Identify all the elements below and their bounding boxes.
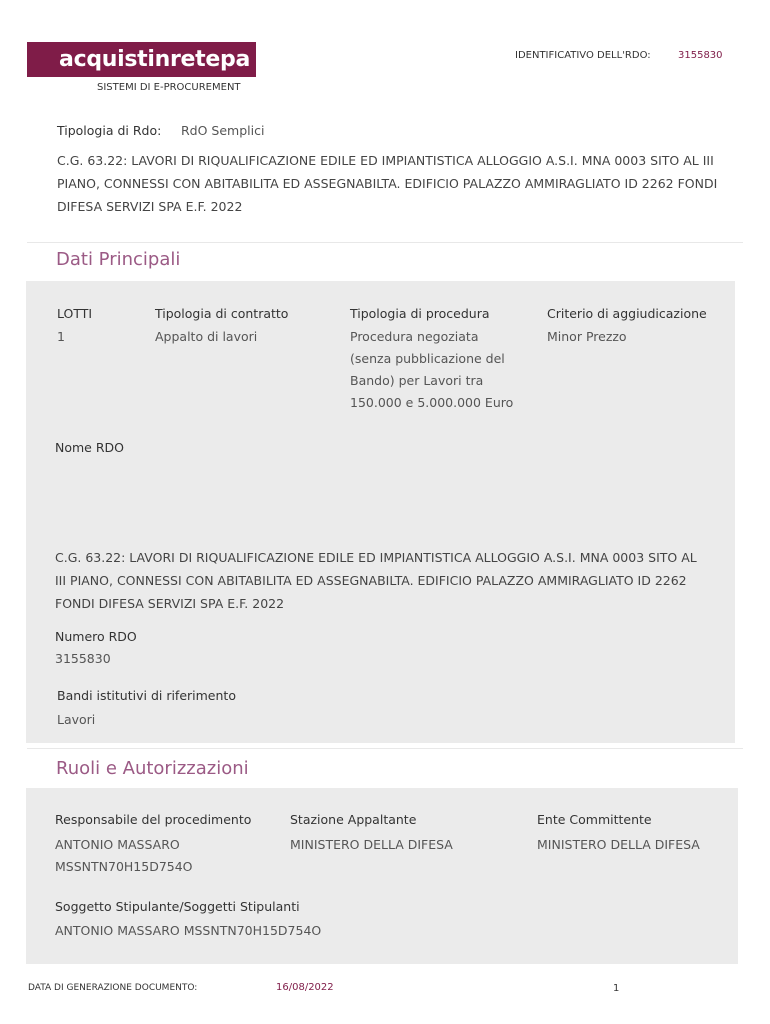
bandi-value: Lavori bbox=[57, 712, 96, 727]
responsabile-cf: MSSNTN70H15D754O bbox=[55, 859, 193, 874]
contratto-value: Appalto di lavori bbox=[155, 329, 258, 344]
page-number: 1 bbox=[613, 983, 620, 994]
stazione-label: Stazione Appaltante bbox=[290, 812, 417, 827]
ente-label: Ente Committente bbox=[537, 812, 652, 827]
procedura-label: Tipologia di procedura bbox=[350, 306, 490, 321]
logo: acquistinretepa bbox=[27, 42, 256, 77]
lotti-value: 1 bbox=[57, 329, 65, 344]
soggetto-value: ANTONIO MASSARO MSSNTN70H15D754O bbox=[55, 923, 322, 938]
rdo-id-value: 3155830 bbox=[678, 50, 723, 61]
footer-date-label: DATA DI GENERAZIONE DOCUMENTO: bbox=[28, 983, 198, 993]
criterio-value: Minor Prezzo bbox=[547, 329, 627, 344]
divider bbox=[27, 242, 743, 243]
soggetto-label: Soggetto Stipulante/Soggetti Stipulanti bbox=[55, 899, 300, 914]
ente-value: MINISTERO DELLA DIFESA bbox=[537, 837, 700, 852]
contratto-label: Tipologia di contratto bbox=[155, 306, 289, 321]
bandi-label: Bandi istitutivi di riferimento bbox=[57, 688, 236, 703]
section-heading-dati: Dati Principali bbox=[56, 249, 181, 270]
numero-rdo-value: 3155830 bbox=[55, 651, 111, 666]
rdo-id-label: IDENTIFICATIVO DELL'RDO: bbox=[515, 50, 651, 61]
responsabile-label: Responsabile del procedimento bbox=[55, 812, 252, 827]
nome-rdo-label: Nome RDO bbox=[55, 440, 124, 455]
divider bbox=[27, 748, 743, 749]
procedura-value: Procedura negoziata (senza pubblicazione del Bando) per Lavori tra 150.000 e 5.000.000 Euro bbox=[350, 329, 514, 410]
footer-date-value: 16/08/2022 bbox=[276, 982, 334, 993]
section-heading-ruoli: Ruoli e Autorizzazioni bbox=[56, 758, 249, 779]
responsabile-name: ANTONIO MASSARO bbox=[55, 837, 180, 852]
nome-rdo-value: C.G. 63.22: LAVORI DI RIQUALIFICAZIONE EDILE ED IMPIANTISTICA ALLOGGIO A.S.I. MNA 0003 SITO AL III PIANO, CONNESSI CON ABITABILITA ED ASSEGNABILTA. EDIFICIO PALAZZO AMMIRAGLIATO ID 2262 FONDI DIFESA SERVIZI SPA E.F. 2022 bbox=[55, 550, 697, 611]
logo-subtitle: SISTEMI DI E-PROCUREMENT bbox=[97, 82, 241, 93]
tipologia-value: RdO Semplici bbox=[181, 123, 265, 138]
stazione-value: MINISTERO DELLA DIFESA bbox=[290, 837, 453, 852]
criterio-label: Criterio di aggiudicazione bbox=[547, 306, 707, 321]
tipologia-label: Tipologia di Rdo: bbox=[57, 123, 162, 138]
numero-rdo-label: Numero RDO bbox=[55, 629, 137, 644]
rdo-title: C.G. 63.22: LAVORI DI RIQUALIFICAZIONE EDILE ED IMPIANTISTICA ALLOGGIO A.S.I. MNA 0003 SITO AL III PIANO, CONNESSI CON ABITABILITA ED ASSEGNABILTA. EDIFICIO PALAZZO AMMIRAGLIATO ID 2262 FONDI DIFESA SERVIZI SPA E.F. 2022 bbox=[57, 153, 718, 214]
lotti-label: LOTTI bbox=[57, 306, 93, 321]
